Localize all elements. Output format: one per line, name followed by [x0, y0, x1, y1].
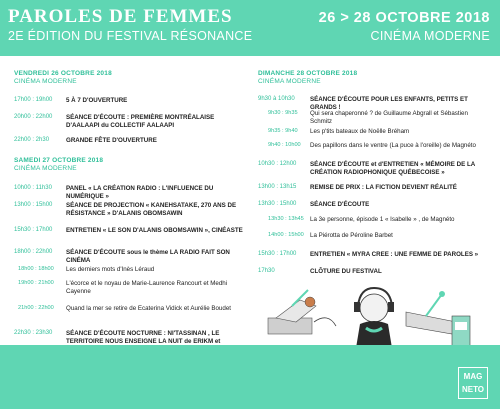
day-heading-saturday: SAMEDI 27 OCTOBRE 2018 — [14, 157, 104, 164]
magneto-logo — [458, 367, 488, 399]
footer-band — [0, 345, 500, 409]
festival-title: PAROLES DE FEMMES — [8, 6, 233, 27]
event-title: Les p'tits bateaux de Noëlle Bréham — [310, 128, 410, 135]
festival-dates: 26 > 28 OCTOBRE 2018 — [318, 10, 490, 26]
schedule-row — [258, 201, 488, 209]
schedule-row — [258, 161, 488, 177]
event-time: 18h00 : 22h00 — [14, 249, 53, 255]
event-title: Quand la mer se retire de Ecaterina Vidick et Aurélie Boudet — [66, 305, 231, 312]
event-title: SÉANCE D'ÉCOUTE sous le thème LA RADIO FAIT SON CINÉMA — [66, 249, 230, 264]
woman-with-headphones-illustration — [354, 288, 394, 348]
event-title: Qui sera chaperonné ? de Guillaume Abgrall et Sébastien Schmitz — [310, 110, 468, 125]
schedule-subrow — [14, 266, 250, 274]
festival-venue: CINÉMA MODERNE — [370, 29, 490, 43]
radio-antenna-illustration — [406, 291, 456, 334]
cassette-illustration — [452, 316, 470, 346]
event-time: 20h00 : 22h00 — [14, 114, 53, 120]
schedule-row — [14, 114, 250, 130]
schedule-subrow — [258, 128, 488, 136]
event-title: SÉANCE D'ÉCOUTE : PREMIÈRE MONTRÉALAISE D'AALAAPI du COLLECTIF AALAAPI — [66, 114, 215, 129]
event-title: La Piérotta de Péroline Barbet — [310, 232, 393, 239]
event-title: GRANDE FÊTE D'OUVERTURE — [66, 137, 157, 144]
event-time: 9h35 : 9h40 — [268, 128, 298, 134]
event-time: 22h00 : 2h30 — [14, 137, 50, 143]
event-title: La 3e personne, épisode 1 « Isabelle » , de Magnéto — [310, 216, 455, 223]
day-venue-friday: CINÉMA MODERNE — [14, 78, 77, 85]
event-time: 13h00 : 15h00 — [14, 202, 53, 208]
event-time: 22h30 : 23h30 — [14, 330, 53, 336]
day-venue-sunday: CINÉMA MODERNE — [258, 78, 321, 85]
schedule-subrow — [14, 305, 250, 313]
event-title: L'écorce et le noyau de Marie-Laurence Rancourt et Medhi Cayenne — [66, 280, 228, 295]
event-time: 18h00 : 18h00 — [18, 266, 54, 272]
schedule-subrow — [258, 142, 488, 150]
event-title: SÉANCE D'ÉCOUTE et d'ENTRETIEN « MÉMOIRE DE LA CRÉATION RADIOPHONIQUE QUÉBECOISE » — [310, 161, 475, 176]
schedule-row — [14, 249, 250, 265]
schedule-row — [258, 268, 488, 276]
logo-line-1: MAG — [463, 372, 483, 381]
schedule-row — [258, 184, 488, 192]
schedule-subrow — [14, 280, 250, 296]
event-title: CLÔTURE DU FESTIVAL — [310, 268, 382, 275]
event-time: 15h30 : 17h00 — [258, 251, 297, 257]
event-time: 17h00 : 19h00 — [14, 97, 53, 103]
event-time: 19h00 : 21h00 — [18, 280, 54, 286]
day-heading-friday: VENDREDI 26 OCTOBRE 2018 — [14, 70, 112, 77]
event-time: 9h30 à 10h30 — [258, 96, 295, 102]
day-heading-sunday: DIMANCHE 28 OCTOBRE 2018 — [258, 70, 358, 77]
event-title: ENTRETIEN « LE SON D'ALANIS OBOMSAWIN », CINÉASTE — [66, 227, 243, 234]
schedule-row — [14, 97, 250, 105]
event-time: 10h30 : 12h00 — [258, 161, 297, 167]
event-time: 13h00 : 13h15 — [258, 184, 297, 190]
event-title: SÉANCE D'ÉCOUTE NOCTURNE : NI'TASSINAN , LE TERRITOIRE NOUS ENSEIGNE LA NUIT de ERIKM et — [66, 330, 221, 345]
event-time: 15h30 : 17h00 — [14, 227, 53, 233]
festival-illustration — [256, 282, 476, 352]
schedule-row — [14, 227, 250, 235]
event-title: SÉANCE D'ÉCOUTE POUR LES ENFANTS, PETITS ET GRANDS ! — [310, 96, 468, 111]
logo-line-2: NETO — [461, 385, 485, 394]
schedule-row — [14, 202, 250, 218]
event-title: 5 À 7 D'OUVERTURE — [66, 97, 128, 104]
event-title: ENTRETIEN « MYRA CREE : UNE FEMME DE PAROLES » — [310, 251, 479, 258]
event-time: 14h00 : 15h00 — [268, 232, 304, 238]
event-time: 13h30 : 13h45 — [268, 216, 304, 222]
event-title: Les derniers mots d'Inès Léraud — [66, 266, 155, 273]
schedule-row — [258, 251, 488, 259]
schedule-subrow — [258, 216, 488, 224]
event-time: 9h30 : 9h35 — [268, 110, 298, 116]
day-venue-saturday: CINÉMA MODERNE — [14, 165, 77, 172]
event-time: 21h00 : 22h00 — [18, 305, 54, 311]
festival-subtitle: 2E ÉDITION DU FESTIVAL RÉSONANCE — [8, 29, 253, 43]
event-time: 17h30 — [258, 268, 275, 274]
schedule-subrow — [258, 232, 488, 240]
schedule-row — [14, 137, 250, 145]
event-title: PANEL « LA CRÉATION RADIO : L'INFLUENCE DU NUMÉRIQUE » — [66, 185, 214, 200]
schedule-row — [14, 185, 250, 201]
schedule-subrow — [258, 110, 488, 126]
event-time: 9h40 : 10h00 — [268, 142, 301, 148]
event-title: REMISE DE PRIX : LA FICTION DEVIENT RÉALITÉ — [310, 184, 457, 191]
event-title: SÉANCE DE PROJECTION « KANEHSATAKE, 270 ANS DE RÉSISTANCE » D'ALANIS OBOMSAWIN — [66, 202, 237, 217]
event-title: SÉANCE D'ÉCOUTE — [310, 201, 370, 208]
event-time: 13h30 : 15h00 — [258, 201, 297, 207]
event-title: Des papillons dans le ventre (La puce à l'oreille) de Magnéto — [310, 142, 476, 149]
radio-equipment-illustration — [268, 290, 336, 334]
event-time: 10h00 : 11h30 — [14, 185, 52, 191]
